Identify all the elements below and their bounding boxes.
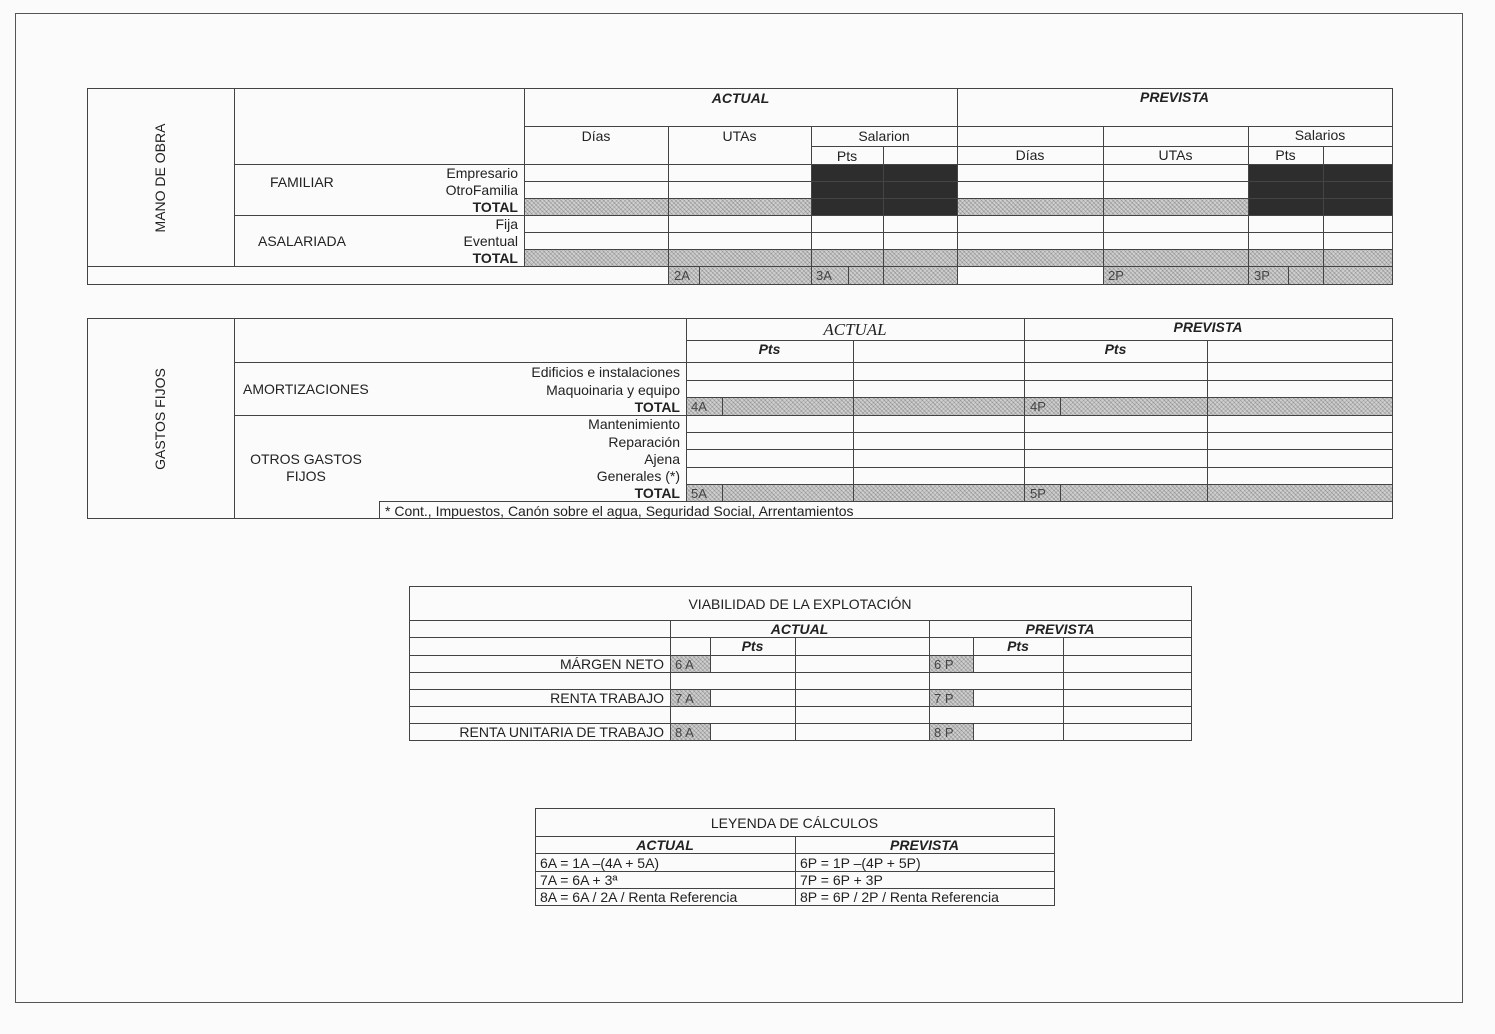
actual-header: ACTUAL <box>770 621 829 637</box>
pts-header: Pts <box>1104 341 1127 357</box>
pts-header: Pts <box>741 638 764 654</box>
formula: 8P = 6P / 2P / Renta Referencia <box>800 889 999 905</box>
section-label: GASTOS FIJOS <box>152 368 168 470</box>
total-label: TOTAL <box>472 250 518 266</box>
total-label: TOTAL <box>634 399 680 415</box>
salarios-header: Salarios <box>1294 127 1346 143</box>
total-label: TOTAL <box>634 485 680 501</box>
row-label: MÁRGEN NETO <box>560 656 664 672</box>
actual-header: ACTUAL <box>636 837 694 853</box>
prevista-header: PREVISTA <box>890 837 959 853</box>
prevista-header: PREVISTA <box>1140 89 1209 105</box>
row-label: Mantenimiento <box>588 416 680 432</box>
cell-code: 6 A <box>675 657 694 672</box>
total-label: TOTAL <box>472 199 518 215</box>
row-label: Fija <box>495 216 518 232</box>
cell-code: 7 A <box>675 691 694 706</box>
cell-code: 6 P <box>934 657 954 672</box>
cell-code: 7 P <box>934 691 954 706</box>
formula: 6P = 1P –(4P + 5P) <box>800 855 921 871</box>
prevista-header: PREVISTA <box>1173 319 1243 335</box>
otros-gastos-label: OTROS GASTOS <box>250 451 362 467</box>
row-label: Generales (*) <box>596 468 680 484</box>
cell-code: 2A <box>674 268 690 283</box>
footnote: * Cont., Impuestos, Canón sobre el agua, Seguridad Social, Arrentamientos <box>385 503 854 519</box>
cell-code: 3A <box>816 268 832 283</box>
actual-header: ACTUAL <box>711 90 770 106</box>
actual-header: ACTUAL <box>823 320 887 339</box>
salarion-header: Salarion <box>858 128 910 144</box>
cell-code: 8 A <box>675 725 694 740</box>
cell-code: 3P <box>1254 268 1270 283</box>
row-label: Ajena <box>644 451 680 467</box>
row-label: Edificios e instalaciones <box>531 364 680 380</box>
pts-header: Pts <box>836 148 858 164</box>
dias-header: Días <box>1015 147 1045 163</box>
table-title: LEYENDA DE CÁLCULOS <box>710 815 879 831</box>
pts-header: Pts <box>1275 147 1296 163</box>
formula: 6A = 1A –(4A + 5A) <box>540 855 660 871</box>
row-label: Reparación <box>608 434 680 450</box>
row-label: Empresario <box>446 165 518 181</box>
cell-code: 5P <box>1030 486 1046 501</box>
amortizaciones-label: AMORTIZACIONES <box>243 381 369 397</box>
cell-code: 2P <box>1108 268 1124 283</box>
cell-code: 4A <box>691 399 707 414</box>
section-label: MANO DE OBRA <box>152 123 168 233</box>
table-title: VIABILIDAD DE LA EXPLOTACIÓN <box>688 596 912 612</box>
cell-code: 5A <box>691 486 707 501</box>
formula: 7A = 6A + 3ª <box>540 872 618 888</box>
asalariada-label: ASALARIADA <box>258 233 346 249</box>
row-label: OtroFamilia <box>445 182 518 198</box>
formula: 7P = 6P + 3P <box>800 872 883 888</box>
row-label: Maquoinaria y equipo <box>546 382 680 398</box>
dias-header: Días <box>581 128 611 144</box>
pts-header: Pts <box>1007 638 1029 654</box>
utas-header: UTAs <box>1158 147 1193 163</box>
prevista-header: PREVISTA <box>1025 621 1095 637</box>
formula: 8A = 6A / 2A / Renta Referencia <box>540 889 738 905</box>
familiar-label: FAMILIAR <box>270 174 334 190</box>
row-label: RENTA UNITARIA DE TRABAJO <box>459 724 664 740</box>
row-label: RENTA TRABAJO <box>550 690 664 706</box>
cell-code: 8 P <box>934 725 954 740</box>
utas-header: UTAs <box>722 128 757 144</box>
row-label: Eventual <box>463 233 518 249</box>
cell-code: 4P <box>1030 399 1046 414</box>
pts-header: Pts <box>758 341 781 357</box>
otros-gastos-label: FIJOS <box>286 468 326 484</box>
